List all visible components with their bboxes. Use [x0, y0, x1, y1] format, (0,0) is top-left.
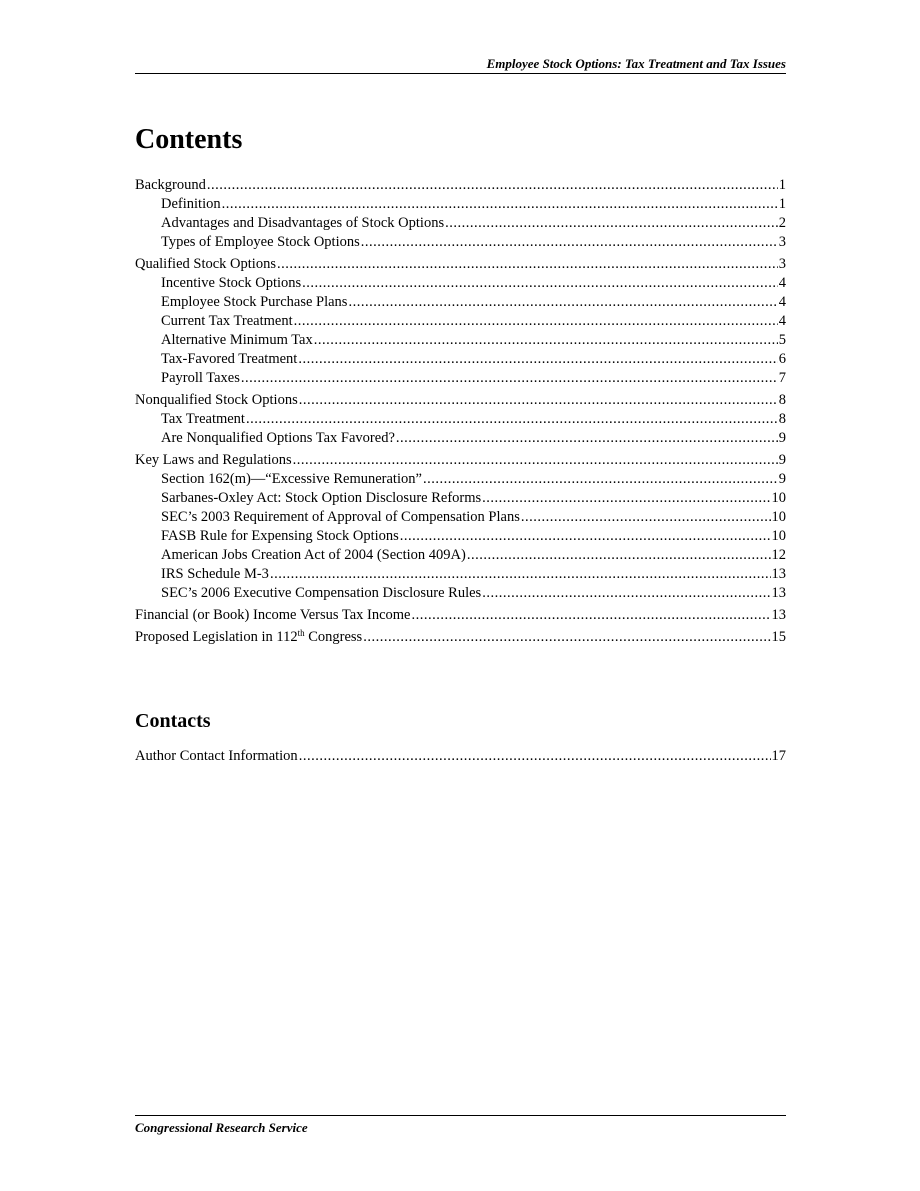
dot-leader — [412, 606, 771, 625]
dot-leader — [299, 747, 771, 766]
dot-leader — [361, 233, 778, 252]
toc-entry-sec-2006[interactable] — [135, 584, 786, 603]
toc-entry-page: 9 — [778, 452, 786, 468]
toc-entry-title: FASB Rule for Expensing Stock Options — [161, 528, 399, 544]
toc-entry-title: SEC’s 2003 Requirement of Approval of Compensation Plans — [161, 509, 520, 525]
toc-entry-author-contact[interactable] — [135, 747, 786, 766]
dot-leader — [445, 214, 778, 233]
toc-entry-payroll[interactable] — [135, 369, 786, 388]
toc-entry-page: 3 — [778, 234, 786, 250]
toc-entry-page: 9 — [778, 471, 786, 487]
dot-leader — [246, 410, 778, 429]
toc-entry-page: 5 — [778, 332, 786, 348]
toc-entry-key-laws[interactable] — [135, 451, 786, 470]
toc-entry-title: IRS Schedule M-3 — [161, 566, 269, 582]
toc-entry-title: Current Tax Treatment — [161, 313, 293, 329]
toc-entry-book-vs-tax[interactable] — [135, 606, 786, 625]
dot-leader — [277, 255, 778, 274]
toc-entry-page: 13 — [771, 585, 786, 601]
toc-entry-title: SEC’s 2006 Executive Compensation Disclosure Rules — [161, 585, 482, 601]
toc-entry-irs-m3[interactable] — [135, 565, 786, 584]
toc-entry-page: 10 — [771, 490, 786, 506]
toc-entry-title: Tax-Favored Treatment — [161, 351, 298, 367]
dot-leader — [482, 584, 770, 603]
contacts-heading: Contacts — [135, 710, 211, 732]
toc-entry-page: 1 — [778, 196, 786, 212]
toc-entry-title: Financial (or Book) Income Versus Tax Income — [135, 607, 411, 623]
toc-entry-definition[interactable] — [135, 195, 786, 214]
toc-entry-proposed-legislation[interactable] — [135, 628, 786, 647]
toc-entry-fasb[interactable] — [135, 527, 786, 546]
running-footer: Congressional Research Service — [135, 1120, 308, 1135]
toc-entry-page: 4 — [778, 313, 786, 329]
toc-entry-title-rest: Congress — [304, 629, 363, 645]
toc-entry-amt[interactable] — [135, 331, 786, 350]
toc-entry-title: Types of Employee Stock Options — [161, 234, 360, 250]
toc-entry-title: Author Contact Information — [135, 748, 298, 764]
toc-entry-background[interactable] — [135, 176, 786, 195]
toc-entry-page: 2 — [778, 215, 786, 231]
dot-leader — [521, 508, 771, 527]
toc-entry-nonqualified-favored[interactable] — [135, 429, 786, 448]
toc-entry-page: 9 — [778, 430, 786, 446]
dot-leader — [423, 470, 778, 489]
toc-entry-types[interactable] — [135, 233, 786, 252]
toc-entry-page: 6 — [778, 351, 786, 367]
contents-heading: Contents — [135, 124, 243, 155]
dot-leader — [299, 391, 778, 410]
dot-leader — [314, 331, 778, 350]
toc-entry-page: 13 — [771, 566, 786, 582]
table-of-contents — [135, 176, 786, 647]
dot-leader — [222, 195, 778, 214]
dot-leader — [241, 369, 778, 388]
running-header-title: Employee Stock Options: Tax Treatment and Tax Issues — [486, 56, 786, 71]
toc-entry-title — [135, 628, 362, 647]
footer-rule — [135, 1115, 786, 1116]
toc-entry-title: Nonqualified Stock Options — [135, 392, 298, 408]
ordinal-superscript: th — [297, 628, 305, 638]
toc-entry-title: Advantages and Disadvantages of Stock Options — [161, 215, 445, 231]
dot-leader — [400, 527, 771, 546]
toc-entry-title: Background — [135, 177, 206, 193]
toc-entry-tax-treatment[interactable] — [135, 410, 786, 429]
toc-entry-page: 7 — [778, 370, 786, 386]
dot-leader — [348, 293, 777, 312]
toc-entry-page: 4 — [778, 294, 786, 310]
toc-entry-title: Are Nonqualified Options Tax Favored? — [161, 430, 395, 446]
toc-entry-title: Payroll Taxes — [161, 370, 240, 386]
toc-entry-title: Definition — [161, 196, 221, 212]
toc-entry-title: Sarbanes-Oxley Act: Stock Option Disclosure Reforms — [161, 490, 482, 506]
toc-entry-ajca-2004[interactable] — [135, 546, 786, 565]
toc-entry-nonqualified[interactable] — [135, 391, 786, 410]
dot-leader — [302, 274, 778, 293]
toc-entry-page: 12 — [771, 547, 786, 563]
toc-entry-title: Section 162(m)—“Excessive Remuneration” — [161, 471, 422, 487]
toc-entry-title: Incentive Stock Options — [161, 275, 302, 291]
toc-entry-page: 15 — [771, 629, 786, 645]
toc-entry-page: 4 — [778, 275, 786, 291]
dot-leader — [207, 176, 778, 195]
dot-leader — [363, 628, 770, 647]
toc-entry-espp[interactable] — [135, 293, 786, 312]
toc-entry-title: Alternative Minimum Tax — [161, 332, 313, 348]
toc-entry-section-162m[interactable] — [135, 470, 786, 489]
toc-entry-title: American Jobs Creation Act of 2004 (Section 409A) — [161, 547, 466, 563]
toc-entry-incentive[interactable] — [135, 274, 786, 293]
header-rule — [135, 73, 786, 74]
toc-entry-page: 8 — [778, 392, 786, 408]
toc-entry-page: 17 — [771, 748, 786, 764]
contacts-list — [135, 747, 786, 766]
toc-entry-page: 10 — [771, 509, 786, 525]
toc-entry-advantages[interactable] — [135, 214, 786, 233]
toc-entry-page: 3 — [778, 256, 786, 272]
toc-entry-title: Employee Stock Purchase Plans — [161, 294, 348, 310]
toc-entry-title-main: Proposed Legislation in 112 — [135, 629, 298, 645]
dot-leader — [293, 451, 778, 470]
toc-entry-title: Tax Treatment — [161, 411, 245, 427]
toc-entry-tax-favored[interactable] — [135, 350, 786, 369]
toc-entry-sarbanes-oxley[interactable] — [135, 489, 786, 508]
toc-entry-current-tax[interactable] — [135, 312, 786, 331]
toc-entry-page: 8 — [778, 411, 786, 427]
dot-leader — [294, 312, 778, 331]
toc-entry-page: 10 — [771, 528, 786, 544]
toc-entry-page: 1 — [778, 177, 786, 193]
toc-entry-page: 13 — [771, 607, 786, 623]
dot-leader — [396, 429, 778, 448]
dot-leader — [270, 565, 771, 584]
toc-entry-sec-2003[interactable] — [135, 508, 786, 527]
toc-entry-title: Qualified Stock Options — [135, 256, 276, 272]
dot-leader — [298, 350, 777, 369]
dot-leader — [482, 489, 770, 508]
toc-entry-title: Key Laws and Regulations — [135, 452, 292, 468]
dot-leader — [467, 546, 771, 565]
toc-entry-qualified-stock-options[interactable] — [135, 255, 786, 274]
